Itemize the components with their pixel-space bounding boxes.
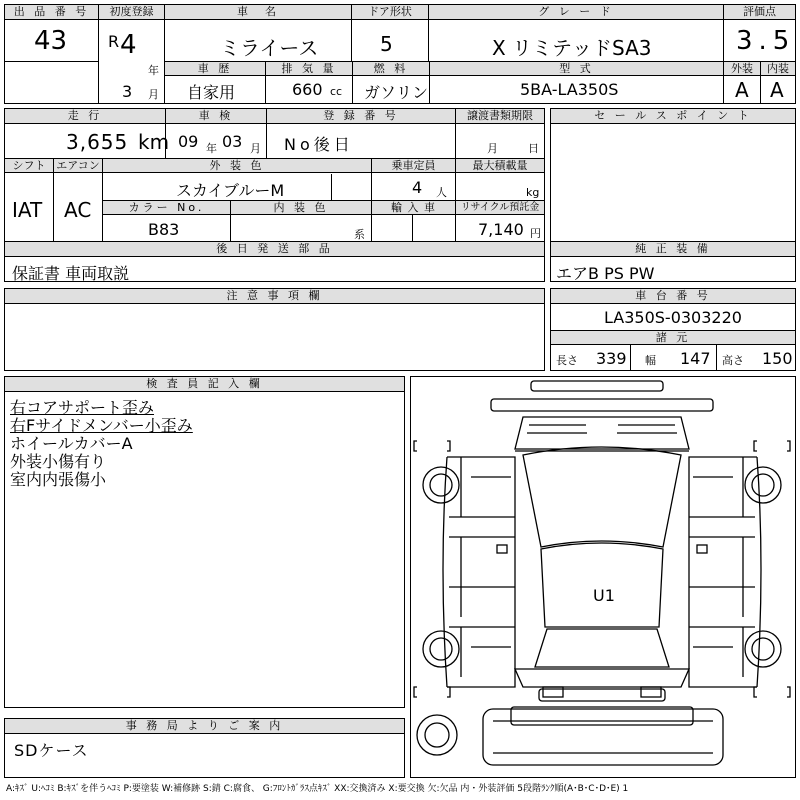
history-label: 車 歴	[165, 62, 265, 76]
plate-label: 登 録 番 号	[267, 109, 455, 124]
docs-label: 後 日 発 送 部 品	[5, 242, 544, 257]
ac-label: エアコン	[54, 159, 102, 173]
interior-color-unit: 系	[354, 228, 365, 241]
damage-mark-u1: U1	[593, 586, 615, 605]
inspector-line-2: 右Fサイドメンバー小歪み	[10, 416, 193, 435]
interior-color-label: 内 装 色	[231, 201, 371, 215]
name-label: 車 名	[165, 5, 351, 20]
specs-label: 諸 元	[551, 331, 795, 345]
chassis-number: LA350S-0303220	[604, 308, 742, 327]
year-unit: 年	[148, 64, 159, 77]
inspector-line-1: 右コアサポート歪み	[10, 398, 155, 417]
office-text: SDケース	[14, 741, 89, 760]
chassis-label: 車 台 番 号	[551, 289, 795, 304]
score-label: 評価点	[724, 5, 795, 20]
door-count: 5	[380, 32, 393, 56]
first-reg-year: 4	[120, 30, 137, 60]
era: R	[108, 32, 120, 51]
docs-value: 保証書 車両取説	[12, 264, 130, 283]
shift: IAT	[12, 198, 43, 222]
length: 339	[596, 349, 627, 368]
recycle-label: リサイクル預託金	[456, 201, 544, 215]
capacity: 4	[412, 178, 423, 197]
doors-label: ドア形状	[352, 5, 428, 20]
office-label: 事 務 局 よ り ご 案 内	[5, 719, 404, 734]
exterior-label: 外装	[724, 62, 760, 76]
mileage: 3,655	[66, 130, 129, 154]
height-label: 高さ	[722, 354, 744, 367]
color-label: 外 装 色	[103, 159, 371, 173]
first-reg-month: 3	[122, 82, 133, 101]
insp-year-unit: 年	[206, 142, 217, 155]
capacity-unit: 人	[436, 186, 447, 199]
recycle-unit: 円	[530, 227, 541, 240]
height: 150	[762, 349, 793, 368]
insp-year: 09	[178, 132, 199, 151]
equip-label: 純 正 装 備	[551, 242, 795, 257]
shift-label: シフト	[5, 159, 53, 173]
width: 147	[680, 349, 711, 368]
plate: No後日	[284, 135, 354, 154]
width-label: 幅	[645, 354, 656, 367]
inspector-label: 検 査 員 記 入 欄	[5, 377, 404, 392]
month-unit: 月	[148, 88, 159, 101]
transfer-month: 月	[487, 142, 498, 155]
equip-value: エアB PS PW	[556, 264, 655, 283]
car-diagram	[410, 376, 796, 778]
exterior-grade: A	[735, 78, 749, 102]
model-label: 型 式	[430, 62, 723, 76]
displacement: 660	[292, 80, 323, 99]
interior-grade: A	[770, 78, 784, 102]
color: スカイブルーM	[176, 181, 285, 200]
inspector-line-4: 外装小傷有り	[10, 452, 107, 471]
inspector-line-5: 室内内張傷小	[10, 470, 107, 489]
insp-month-unit: 月	[250, 142, 261, 155]
insp-month: 03	[222, 132, 243, 151]
lot-label: 出 品 番 号	[5, 5, 98, 20]
load-unit: kg	[526, 186, 540, 199]
displacement-unit: cc	[330, 85, 343, 98]
first-reg-label: 初度登録	[99, 5, 164, 20]
transfer-day: 日	[528, 142, 539, 155]
recycle: 7,140	[478, 220, 524, 239]
fuel-label: 燃 料	[353, 62, 429, 76]
fuel: ガソリン	[364, 83, 429, 102]
car-name: ミライース	[220, 36, 319, 60]
score: 3.5	[736, 26, 796, 56]
length-label: 長さ	[556, 354, 578, 367]
notes-label: 注 意 事 項 欄	[5, 289, 544, 304]
colorno: B83	[148, 220, 180, 239]
grade-label: グ レ ー ド	[429, 5, 723, 20]
import-label: 輸 入 車	[372, 201, 455, 215]
mileage-unit: km	[138, 130, 170, 154]
inspector-line-3: ホイールカバーA	[10, 434, 133, 453]
grade: X リミテッドSA3	[492, 36, 652, 60]
sales-point-label: セ ー ル ス ポ イ ン ト	[551, 109, 795, 124]
displacement-label: 排 気 量	[266, 62, 352, 76]
legend: A:ｷｽﾞ U:ﾍｺﾐ B:ｷｽﾞを伴うﾍｺﾐ P:要塗装 W:補修跡 S:錆 C:腐食、 G:ﾌﾛﾝﾄｶﾞﾗｽ点ｷｽﾞ XX:交換済み X:要交換 欠:欠品 内・外装評価 5段階ﾗﾝｸ順(A･B･C･D･E) 1	[6, 784, 629, 794]
transfer-label: 譲渡書類期限	[456, 109, 544, 124]
inspection-label: 車 検	[166, 109, 266, 124]
load-label: 最大積載量	[456, 159, 544, 173]
model: 5BA-LA350S	[520, 80, 619, 99]
interior-label: 内装	[761, 62, 795, 76]
colorno-label: カラー No.	[103, 201, 230, 215]
capacity-label: 乗車定員	[372, 159, 455, 173]
ac: AC	[64, 198, 92, 222]
sales-point-box	[550, 108, 796, 256]
history: 自家用	[187, 83, 236, 102]
lot-number: 43	[34, 26, 68, 56]
mileage-label: 走 行	[5, 109, 165, 124]
